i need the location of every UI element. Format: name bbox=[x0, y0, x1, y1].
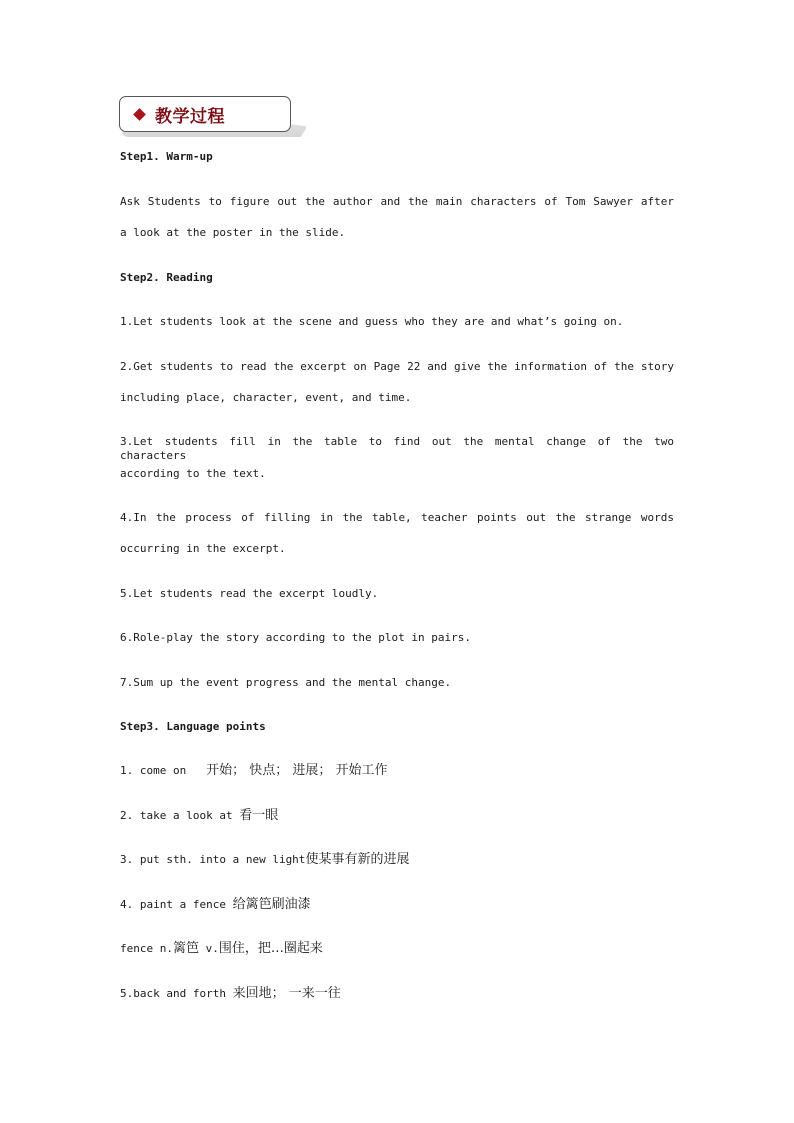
reading-item-4-line2: occurring in the excerpt. bbox=[120, 542, 286, 555]
language-point-2-en: 2. take a look at bbox=[120, 809, 240, 822]
step1-heading: Step1. Warm-up bbox=[120, 150, 213, 163]
reading-item-7: 7.Sum up the event progress and the mental change. bbox=[120, 676, 452, 689]
reading-item-3-line2: according to the text. bbox=[120, 467, 266, 480]
fence-verb-cn: 围住，把…圈起来 bbox=[218, 941, 323, 956]
reading-item-4-line1: 4.In the process of filling in the table, teacher points out the strange words bbox=[120, 511, 674, 524]
language-point-3-cn: 使某事有新的进展 bbox=[305, 852, 410, 867]
section-header bbox=[119, 96, 291, 132]
step3-heading: Step3. Language points bbox=[120, 720, 266, 733]
language-point-2 bbox=[120, 809, 278, 823]
language-point-1-en: 1. come on bbox=[120, 764, 193, 777]
language-point-4-cn: 给篱笆刷油漆 bbox=[232, 897, 311, 912]
language-point-3 bbox=[120, 853, 409, 867]
diamond-bullet-icon bbox=[133, 108, 146, 121]
section-title: 教学过程 bbox=[155, 106, 225, 127]
reading-item-6: 6.Role-play the story according to the plot in pairs. bbox=[120, 631, 471, 644]
language-point-5-cn: 来回地； 一来一往 bbox=[232, 986, 341, 1001]
step1-text-line1: Ask Students to figure out the author and the main characters of Tom Sawyer after bbox=[120, 195, 674, 208]
reading-item-5: 5.Let students read the excerpt loudly. bbox=[120, 587, 379, 600]
reading-item-2-line2: including place, character, event, and time. bbox=[120, 391, 412, 404]
language-point-1 bbox=[120, 764, 388, 778]
language-point-2-cn: 看一眼 bbox=[239, 808, 279, 823]
reading-item-3-line1: 3.Let students fill in the table to find out the mental change of the two characters bbox=[120, 435, 674, 462]
language-point-1-cn: 开始； 快点； 进展； 开始工作 bbox=[206, 763, 388, 778]
language-point-3-en: 3. put sth. into a new light bbox=[120, 853, 306, 866]
fence-verb-en: v. bbox=[205, 942, 219, 955]
language-point-fence bbox=[120, 942, 323, 956]
fence-noun-cn: 篱笆 bbox=[172, 941, 199, 956]
language-point-5 bbox=[120, 987, 341, 1001]
language-point-4-en: 4. paint a fence bbox=[120, 898, 233, 911]
step2-heading: Step2. Reading bbox=[120, 271, 213, 284]
reading-item-1: 1.Let students look at the scene and guess who they are and what’s going on. bbox=[120, 315, 624, 328]
step1-text-line2: a look at the poster in the slide. bbox=[120, 226, 346, 239]
language-point-5-en: 5.back and forth bbox=[120, 987, 233, 1000]
fence-noun-en: fence n. bbox=[120, 942, 173, 955]
language-point-4 bbox=[120, 898, 311, 912]
reading-item-2-line1: 2.Get students to read the excerpt on Page 22 and give the information of the story bbox=[120, 360, 674, 373]
